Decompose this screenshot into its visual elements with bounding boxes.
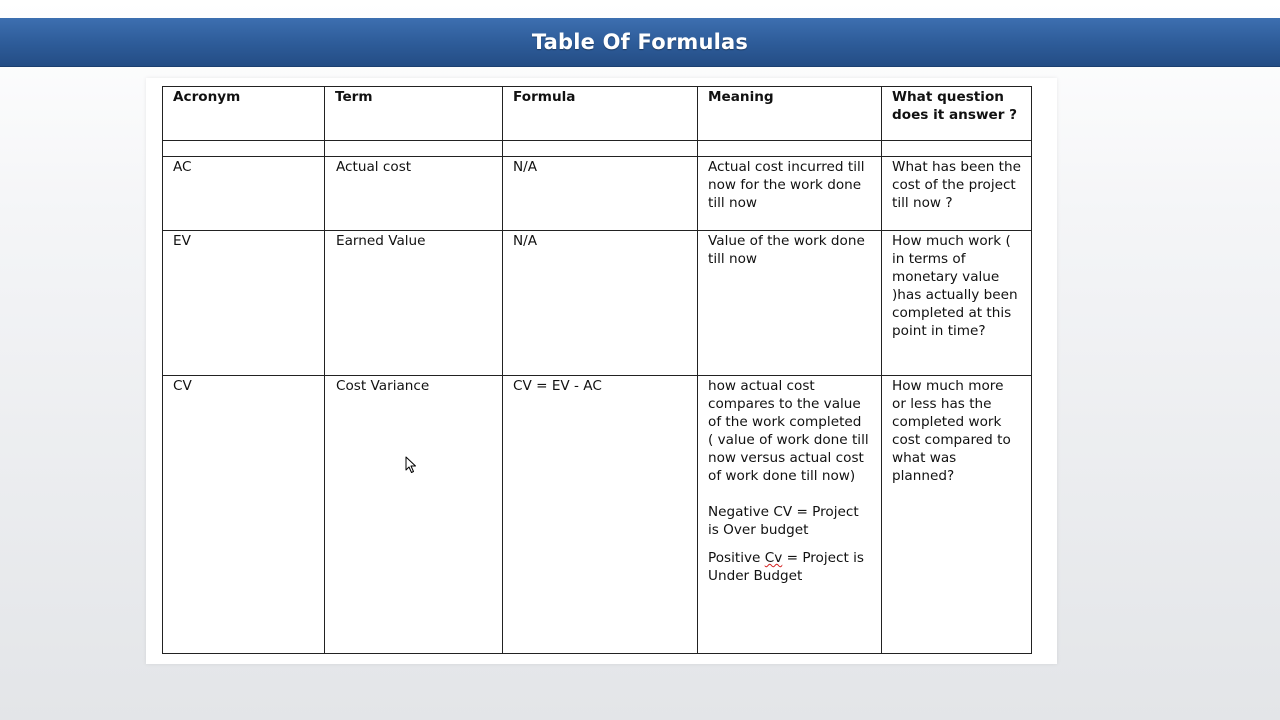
acronym-cell: AC [163, 157, 325, 231]
meaning-cell [698, 376, 882, 654]
spacer-cell [698, 141, 882, 157]
formula-cell: N/A [503, 231, 698, 376]
term-cell: Cost Variance [325, 376, 503, 654]
header-meaning: Meaning [698, 87, 882, 141]
meaning-positive-note [708, 549, 871, 585]
spacer-cell [882, 141, 1032, 157]
header-formula: Formula [503, 87, 698, 141]
formula-cell: N/A [503, 157, 698, 231]
formula-table [162, 86, 1032, 654]
table-row [163, 231, 1032, 376]
table-spacer-row [163, 141, 1032, 157]
question-cell: How much more or less has the completed work cost compared to what was planned? [882, 376, 1032, 654]
meaning-text: how actual cost compares to the value of the work completed ( value of work done till now versus actual cost of work done till now) [708, 378, 869, 484]
spacer-cell [325, 141, 503, 157]
question-cell: What has been the cost of the project till now ? [882, 157, 1032, 231]
slide-title: Table Of Formulas [531, 30, 749, 54]
table-row [163, 376, 1032, 654]
header-term: Term [325, 87, 503, 141]
meaning-cell: Value of the work done till now [698, 231, 882, 376]
header-acronym: Acronym [163, 87, 325, 141]
spacer-cell [163, 141, 325, 157]
acronym-cell: EV [163, 231, 325, 376]
document-page [146, 78, 1057, 664]
meaning-cell: Actual cost incurred till now for the work done till now [698, 157, 882, 231]
formula-cell: CV = EV - AC [503, 376, 698, 654]
spacer-cell [503, 141, 698, 157]
positive-prefix: Positive [708, 550, 765, 566]
meaning-negative-note: Negative CV = Project is Over budget [708, 504, 859, 538]
question-cell: How much work ( in terms of monetary value )has actually been completed at this point in time? [882, 231, 1032, 376]
slide-title-bar [0, 18, 1280, 67]
positive-suffix: = Project is Under Budget [708, 550, 865, 584]
acronym-cell: CV [163, 376, 325, 654]
mouse-pointer-icon [405, 456, 417, 474]
table-row [163, 157, 1032, 231]
positive-abbr: Cv [764, 550, 783, 566]
header-question: What question does it answer ? [882, 87, 1032, 141]
term-cell: Actual cost [325, 157, 503, 231]
term-cell: Earned Value [325, 231, 503, 376]
table-header-row [163, 87, 1032, 141]
